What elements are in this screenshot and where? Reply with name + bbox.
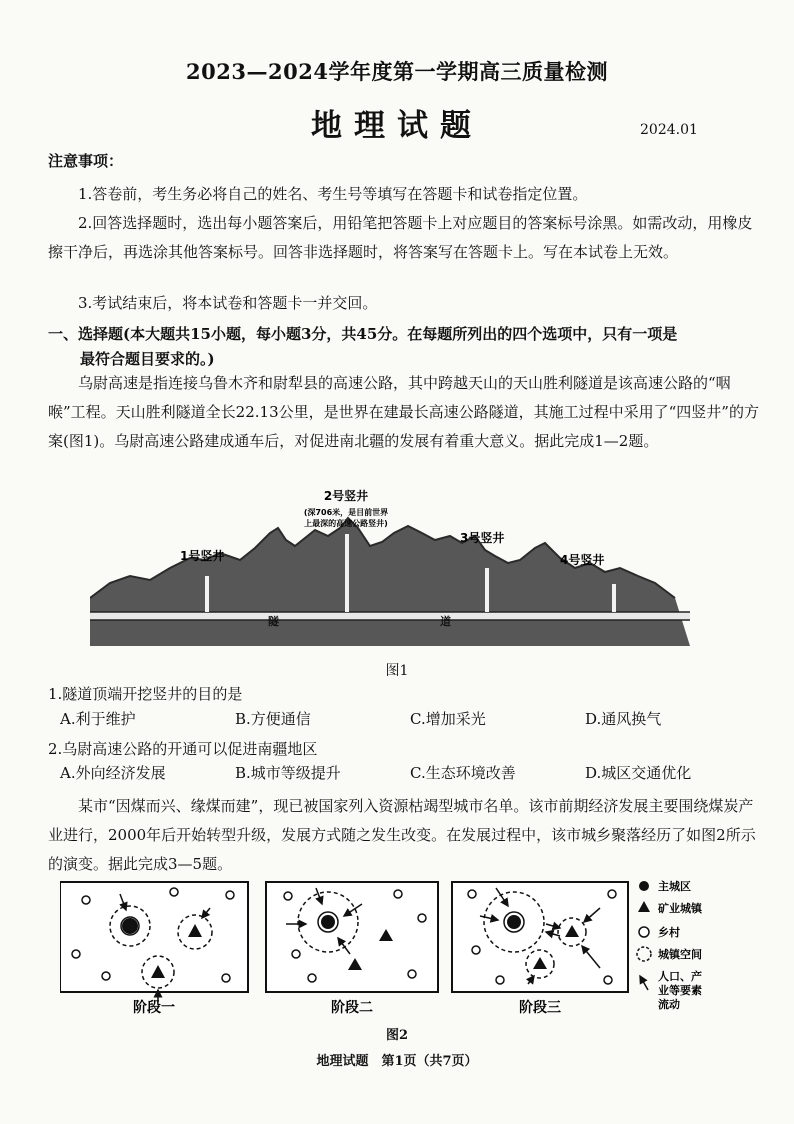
passage-2: 某市“因煤而兴、缘煤而建”，现已被国家列入资源枯竭型城市名单。该市前期经济发展主要围绕煤炭产业进行，2000年后开始转型升级，发展方式随之发生改变。在发展过程中，该市城乡聚落经历了如图2所示的演变。据此完成3—5题。 [48,797,756,873]
shaft-3-label: 3号竖井 [460,531,505,545]
notice-heading: 注意事项： [48,152,124,170]
stage-2-panel [266,882,438,992]
stage-1-label: 阶段一 [133,1000,175,1016]
q2-option-c[interactable]: C.生态环境改善 [410,764,516,782]
shaft-2-label: 2号竖井 [323,489,369,503]
question-2-stem: 2.乌尉高速公路的开通可以促进南疆地区 [48,740,318,758]
shaft-3-line [485,568,489,612]
notice-item-3: 3.考试结束后，将本试卷和答题卡一并交回。 [78,294,378,312]
figure-2-legend [637,880,703,1011]
q1-option-c[interactable]: C.增加采光 [410,710,486,728]
shaft-2-note-1: (深706米，是目前世界 [303,508,389,517]
shaft-4-line [612,584,616,612]
section-heading: 一、选择题(本大题共15小题，每小题3分，共45分。在每题所列出的四个选项中，只有一项是 [48,325,678,343]
subject-title: 地理试题 [311,108,483,144]
notice-item-1: 1.答卷前，考生务必将自己的姓名、考生号等填写在答题卡和试卷指定位置。 [78,185,588,203]
legend-urban-space: 城镇空间 [658,948,702,961]
tunnel-band [90,612,690,620]
legend-village: 乡村 [658,926,680,939]
shaft-1-label: 1号竖井 [180,549,225,563]
q1-option-b[interactable]: B.方便通信 [235,710,311,728]
q1-option-d[interactable]: D.通风换气 [585,710,662,728]
tunnel-char-1: 隧 [268,615,279,628]
exam-title: 2023—2024学年度第一学期高三质量检测 [186,59,608,84]
legend-flow-1: 人口、产 [658,970,702,983]
shaft-2-line [345,534,349,612]
figure-1-tunnel-diagram [90,488,690,658]
notice-item-2: 2.回答选择题时，选出每小题答案后，用铅笔把答题卡上对应题目的答案标号涂黑。如需改动，用橡皮擦干净后，再选涂其他答案标号。回答非选择题时，将答案写在答题卡上。写在本试卷上无效。 [48,214,753,261]
shaft-4-label: 4号竖井 [560,553,605,567]
legend-main-city: 主城区 [658,880,691,893]
question-2-options [60,762,760,783]
figure-2-caption: 图2 [385,1028,409,1043]
shaft-1-line [205,576,209,612]
page-footer: 地理试题 第1页（共7页） [316,1054,478,1069]
stage-3-panel [452,882,628,992]
section-heading-cont: 最符合题目要求的。) [80,350,215,368]
question-1-stem: 1.隧道顶端开挖竖井的目的是 [48,685,243,703]
q1-option-a[interactable]: A.利于维护 [60,710,136,728]
stage-1-panel [60,882,248,1002]
legend-flow-3: 流动 [658,998,680,1011]
stage-2-label: 阶段二 [331,1000,373,1016]
figure-2-diagram [60,880,740,1020]
q2-option-d[interactable]: D.城区交通优化 [585,764,692,782]
legend-flow-2: 业等要素 [658,984,702,997]
stage-3-label: 阶段三 [519,1000,561,1016]
q2-option-b[interactable]: B.城市等级提升 [235,764,341,782]
figure-1-caption: 图1 [385,663,409,679]
legend-mining-town: 矿业城镇 [658,902,702,915]
q2-option-a[interactable]: A.外向经济发展 [60,764,166,782]
shaft-2-note-2: 上最深的高速公路竖井) [304,519,388,528]
exam-date: 2024.01 [640,122,698,138]
tunnel-char-2: 道 [440,615,451,628]
question-1-options [60,708,760,729]
passage-1: 乌尉高速是指连接乌鲁木齐和尉犁县的高速公路，其中跨越天山的天山胜利隧道是该高速公路的“咽喉”工程。天山胜利隧道全长22.13公里，是世界在建最长高速公路隧道，其施工过程中采用了“四竖井”的方案(图1)。乌尉高速公路建成通车后，对促进南北疆的发展有着重大意义。据此完成1—2题。 [48,374,759,450]
